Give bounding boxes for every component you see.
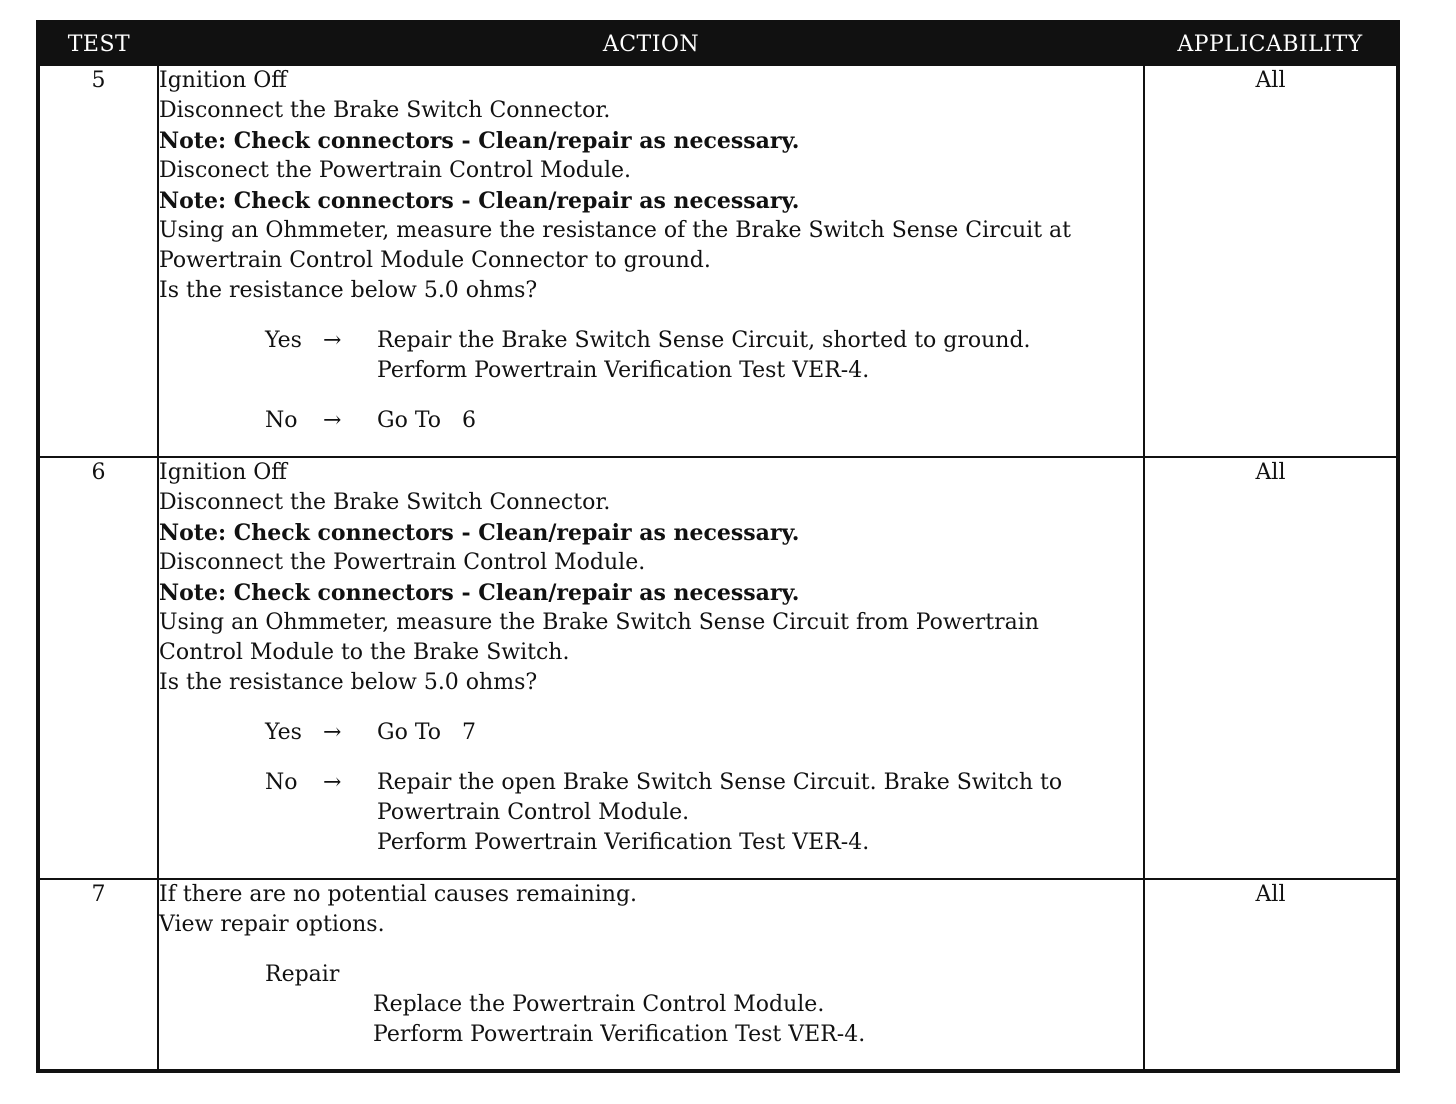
action-cell	[158, 879, 1144, 1071]
header-action: ACTION	[158, 22, 1144, 65]
right-arrow-icon: →	[323, 328, 342, 353]
result-line: Perform Powertrain Verification Test VER-4.	[377, 358, 870, 383]
goto-link[interactable]: Go To 7	[377, 720, 476, 745]
test-number: 7	[38, 879, 158, 1071]
result-line: Repair the Brake Switch Sense Circuit, shorted to ground.	[377, 328, 1031, 353]
yes-label: Yes	[265, 720, 302, 745]
no-result	[377, 768, 1143, 858]
action-line: Disconnect the Brake Switch Connector.	[159, 490, 611, 515]
test-number: 6	[38, 457, 158, 879]
yes-result	[377, 326, 1143, 386]
yes-label: Yes	[265, 328, 302, 353]
applicability-value: All	[1144, 457, 1398, 879]
no-result	[377, 406, 1143, 436]
table-row-test-5	[38, 65, 1398, 457]
action-line: View repair options.	[159, 912, 385, 937]
yes-outcome	[159, 718, 1143, 748]
action-line: Disconnect the Powertrain Control Module.	[159, 550, 646, 575]
action-line: Using an Ohmmeter, measure the resistance of the Brake Switch Sense Circuit at	[159, 218, 1071, 243]
repair-block	[159, 960, 1143, 1050]
action-cell	[158, 457, 1144, 879]
repair-label: Repair	[265, 962, 340, 987]
result-line: Perform Powertrain Verification Test VER-4.	[377, 830, 870, 855]
header-applicability: APPLICABILITY	[1144, 22, 1398, 65]
result-line: Powertrain Control Module.	[377, 800, 690, 825]
question-line: Is the resistance below 5.0 ohms?	[159, 278, 538, 303]
action-line: Powertrain Control Module Connector to ground.	[159, 248, 711, 273]
applicability-value: All	[1144, 65, 1398, 457]
action-line: Ignition Off	[159, 68, 287, 93]
no-outcome	[159, 768, 1143, 858]
no-outcome	[159, 406, 1143, 436]
no-label: No	[265, 770, 298, 795]
action-line: Disconect the Powertrain Control Module.	[159, 158, 632, 183]
right-arrow-icon: →	[323, 720, 342, 745]
question-line: Is the resistance below 5.0 ohms?	[159, 670, 538, 695]
header-test: TEST	[38, 22, 158, 65]
action-line: If there are no potential causes remaining.	[159, 882, 638, 907]
right-arrow-icon: →	[323, 770, 342, 795]
yes-result	[377, 718, 1143, 748]
note-line: Note: Check connectors - Clean/repair as necessary.	[159, 520, 800, 546]
right-arrow-icon: →	[323, 408, 342, 433]
result-line: Repair the open Brake Switch Sense Circuit. Brake Switch to	[377, 770, 1063, 795]
action-line: Using an Ohmmeter, measure the Brake Switch Sense Circuit from Powertrain	[159, 610, 1039, 635]
note-line: Note: Check connectors - Clean/repair as necessary.	[159, 188, 800, 214]
repair-step: Replace the Powertrain Control Module.	[373, 992, 825, 1017]
action-line: Control Module to the Brake Switch.	[159, 640, 570, 665]
table-row-test-7	[38, 879, 1398, 1071]
note-line: Note: Check connectors - Clean/repair as necessary.	[159, 580, 800, 606]
repair-steps	[265, 990, 1143, 1050]
action-line: Ignition Off	[159, 460, 287, 485]
note-line: Note: Check connectors - Clean/repair as necessary.	[159, 128, 800, 154]
test-number: 5	[38, 65, 158, 457]
applicability-value: All	[1144, 879, 1398, 1071]
action-line: Disconnect the Brake Switch Connector.	[159, 98, 611, 123]
repair-step: Perform Powertrain Verification Test VER-4.	[373, 1022, 866, 1047]
goto-link[interactable]: Go To 6	[377, 408, 476, 433]
table-header-row	[38, 22, 1398, 65]
yes-outcome	[159, 326, 1143, 386]
diagnostic-test-table	[36, 20, 1400, 1073]
action-cell	[158, 65, 1144, 457]
table-row-test-6	[38, 457, 1398, 879]
no-label: No	[265, 408, 298, 433]
